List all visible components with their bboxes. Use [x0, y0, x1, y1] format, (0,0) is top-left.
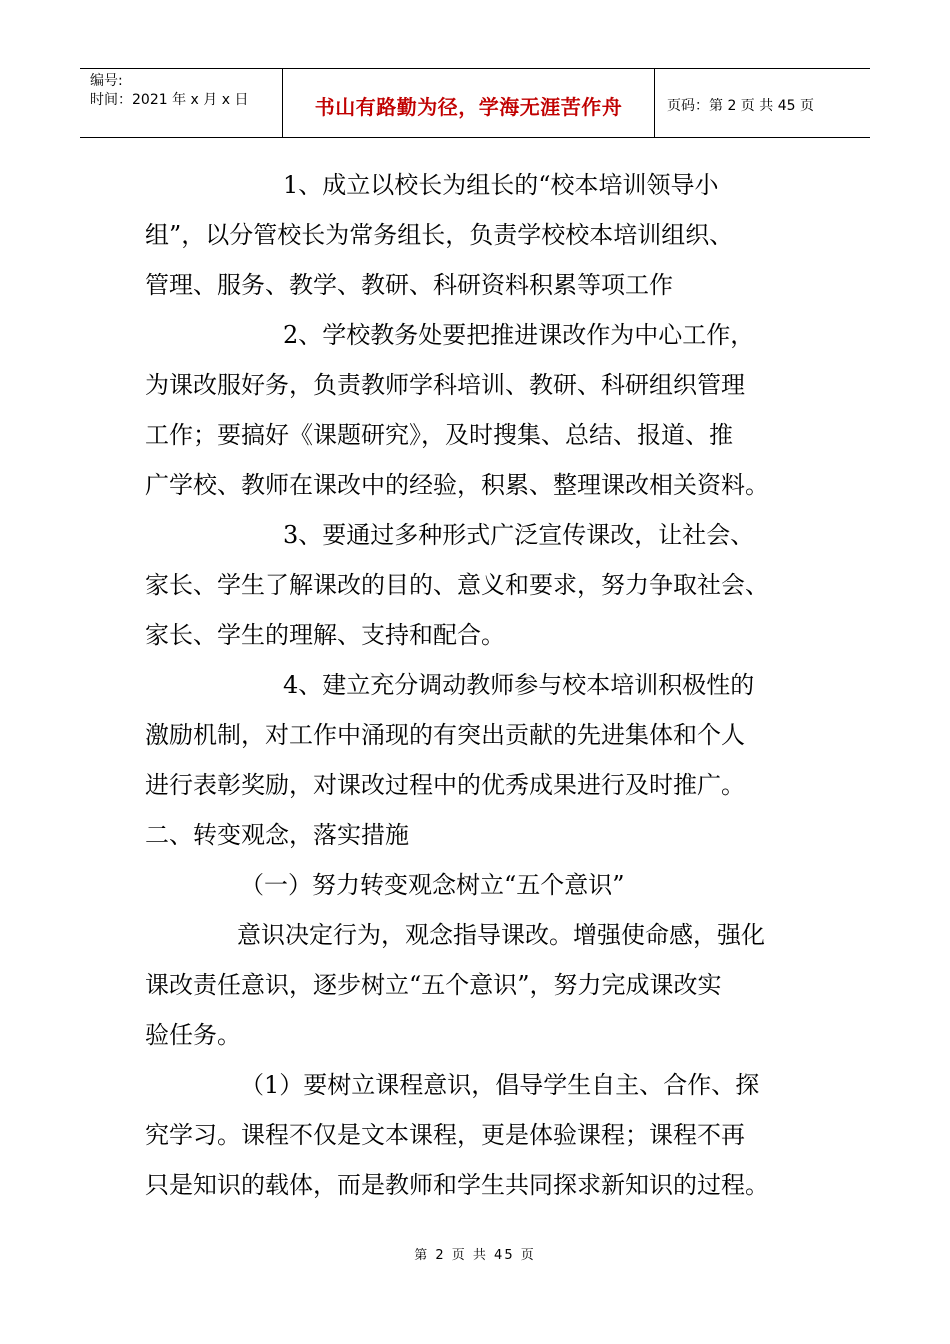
page-footer: [0, 1244, 950, 1263]
header-meta: [80, 69, 283, 137]
body-line: 组”，以分管校长为常务组长，负责学校校本培训组织、: [145, 221, 734, 249]
body-line: 广学校、教师在课改中的经验，积累、整理课改相关资料。: [145, 471, 769, 499]
page-header: [80, 68, 870, 138]
body-line: 只是知识的载体，而是教师和学生共同探求新知识的过程。: [145, 1171, 769, 1199]
body-line: 课改责任意识，逐步树立“五个意识”，努力完成课改实: [145, 971, 722, 999]
document-date: 时间：2021 年 x 月 x 日: [90, 92, 249, 108]
header-motto-cell: [283, 69, 655, 137]
body-line: 管理、服务、教学、教研、科研资料积累等项工作: [145, 271, 673, 299]
subsection-heading: （一）努力转变观念树立“五个意识”: [240, 871, 625, 899]
body-line: 1、成立以校长为组长的“校本培训领导小: [283, 171, 719, 199]
body-line: （1）要树立课程意识，倡导学生自主、合作、探: [240, 1071, 760, 1099]
body-line: 进行表彰奖励，对课改过程中的优秀成果进行及时推广。: [145, 771, 745, 799]
body-line: 3、要通过多种形式广泛宣传课改，让社会、: [283, 521, 755, 549]
document-code-label: 编号:: [90, 73, 123, 89]
header-motto: 书山有路勤为径，学海无涯苦作舟: [314, 94, 623, 119]
body-line: 为课改服好务，负责教师学科培训、教研、科研组织管理: [145, 371, 745, 399]
footer-page-number: 第 2 页 共 45 页: [414, 1248, 536, 1263]
body-line: 工作；要搞好《课题研究》，及时搜集、总结、报道、推: [145, 421, 733, 449]
body-line: 究学习。课程不仅是文本课程，更是体验课程；课程不再: [145, 1121, 745, 1149]
header-page-info: 页码：第 2 页 共 45 页: [667, 98, 814, 114]
body-line: 验任务。: [145, 1021, 241, 1049]
document-body: [145, 160, 805, 1210]
body-line: 家长、学生了解课改的目的、意义和要求，努力争取社会、: [145, 571, 769, 599]
body-line: 4、建立充分调动教师参与校本培训积极性的: [283, 671, 755, 699]
body-line: 2、学校教务处要把推进课改作为中心工作，: [283, 321, 755, 349]
body-line: 意识决定行为，观念指导课改。增强使命感，强化: [237, 921, 765, 949]
section-heading: 二、转变观念，落实措施: [145, 821, 409, 849]
body-line: 家长、学生的理解、支持和配合。: [145, 621, 505, 649]
header-page-info-cell: [655, 69, 870, 137]
body-line: 激励机制，对工作中涌现的有突出贡献的先进集体和个人: [145, 721, 745, 749]
